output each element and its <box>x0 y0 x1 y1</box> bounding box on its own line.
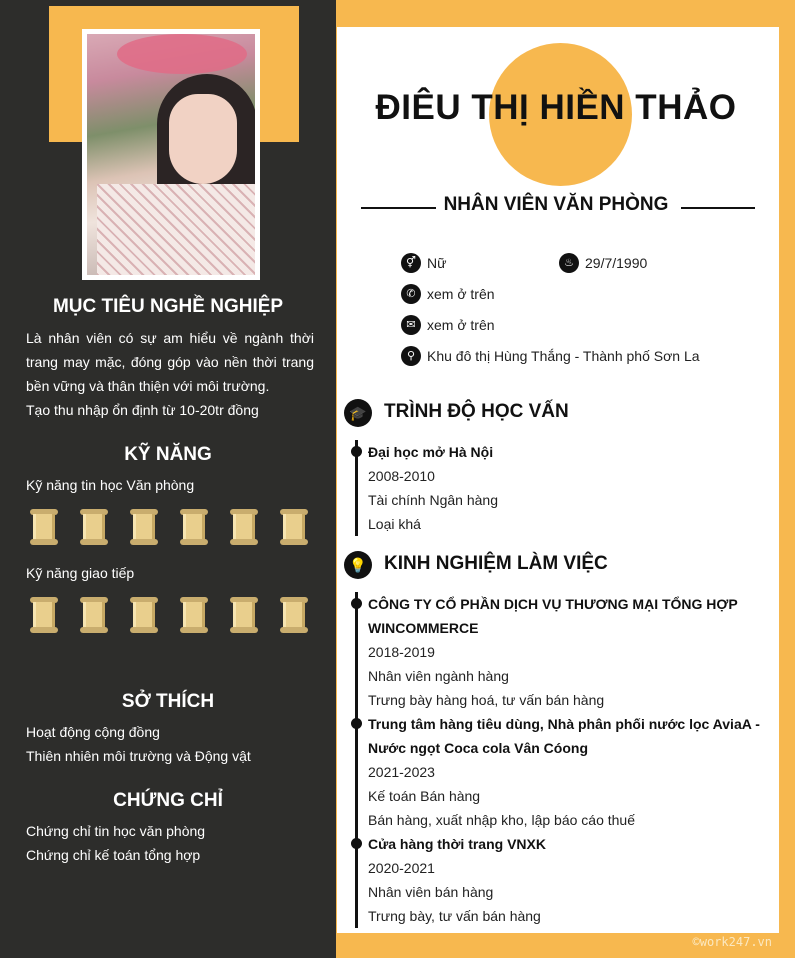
skill-name-1: Kỹ năng tin học Văn phòng <box>26 477 195 493</box>
education-title: TRÌNH ĐỘ HỌC VẤN <box>384 401 569 422</box>
photo-shirt <box>97 184 255 275</box>
education-major: Tài chính Ngân hàng <box>368 492 498 508</box>
objective-text-2: Tạo thu nhập ổn định từ 10-20tr đồng <box>26 402 259 418</box>
job-period: 2021-2023 <box>368 764 435 780</box>
experience-timeline <box>355 592 358 928</box>
spool-icon <box>130 597 158 633</box>
education-school: Đại học mở Hà Nội <box>368 444 494 460</box>
spool-icon <box>180 509 208 545</box>
education-period: 2008-2010 <box>368 468 435 484</box>
objective-text-1: Là nhân viên có sự am hiểu về ngành thời trang may mặc, đóng góp vào nền thời trang bền vững và thân thiện với môi trường. <box>26 330 314 394</box>
spool-icon <box>130 509 158 545</box>
job-company: Cửa hàng thời trang VNXK <box>368 836 546 852</box>
education-grade: Loại khá <box>368 516 421 532</box>
hobbies-title: SỞ THÍCH <box>121 691 215 712</box>
spool-icon <box>30 509 58 545</box>
certificate-item: Chứng chỉ kế toán tổng hợp <box>26 847 201 863</box>
photo-face <box>169 94 237 184</box>
location-icon: ⚲ <box>401 346 421 366</box>
job-company: CÔNG TY CỔ PHẦN DỊCH VỤ THƯƠNG MẠI TỔNG HỢP <box>368 596 738 612</box>
timeline-dot <box>351 838 362 849</box>
skills-title: KỸ NĂNG <box>124 444 212 465</box>
spool-icon <box>230 597 258 633</box>
phone-icon: ✆ <box>401 284 421 304</box>
spool-icon <box>280 597 308 633</box>
timeline-dot <box>351 718 362 729</box>
job-company: Nước ngọt Coca cola Vân Cóong <box>368 740 588 756</box>
job-description: Bán hàng, xuất nhập kho, lập báo cáo thuế <box>368 812 635 828</box>
cake-icon: ♨ <box>559 253 579 273</box>
hobby-item: Thiên nhiên môi trường và Động vật <box>26 748 251 764</box>
gender-icon: ⚥ <box>401 253 421 273</box>
spool-icon <box>80 509 108 545</box>
job-company: WINCOMMERCE <box>368 620 479 636</box>
experience-title: KINH NGHIỆM LÀM VIỆC <box>384 553 608 574</box>
photo-flower <box>117 34 247 74</box>
spool-icon <box>80 597 108 633</box>
job-period: 2020-2021 <box>368 860 435 876</box>
job-position: Kế toán Bán hàng <box>368 788 481 804</box>
skill-name-2: Kỹ năng giao tiếp <box>26 565 135 581</box>
certificates-title: CHỨNG CHỈ <box>113 790 223 811</box>
gender-value: Nữ <box>427 255 447 271</box>
spool-icon <box>230 509 258 545</box>
timeline-dot <box>351 598 362 609</box>
spool-icon <box>280 509 308 545</box>
birthday-value: 29/7/1990 <box>585 255 648 271</box>
job-position: Nhân viên bán hàng <box>368 884 494 900</box>
hobby-item: Hoạt động cộng đồng <box>26 724 160 740</box>
email-value: xem ở trên <box>427 317 495 333</box>
skill-level-1 <box>30 509 308 545</box>
spool-icon <box>180 597 208 633</box>
timeline-dot <box>351 446 362 457</box>
phone-value: xem ở trên <box>427 286 495 302</box>
job-company: Trung tâm hàng tiêu dùng, Nhà phân phối nước lọc AviaA - <box>368 716 760 732</box>
skill-level-2 <box>30 597 308 633</box>
job-title <box>336 194 776 216</box>
spool-icon <box>30 597 58 633</box>
watermark: ©work247.vn <box>692 935 772 949</box>
profile-photo <box>82 29 260 280</box>
certificate-item: Chứng chỉ tin học văn phòng <box>26 823 206 839</box>
job-title-text: NHÂN VIÊN VĂN PHÒNG <box>436 194 677 215</box>
address-value: Khu đô thị Hùng Thắng - Thành phố Sơn La <box>427 348 700 364</box>
job-description: Trưng bày hàng hoá, tư vấn bán hàng <box>368 692 605 708</box>
job-description: Trưng bày, tư vấn bán hàng <box>368 908 541 924</box>
job-position: Nhân viên ngành hàng <box>368 668 509 684</box>
profile-photo-image <box>87 34 255 275</box>
email-icon: ✉ <box>401 315 421 335</box>
objective-text <box>26 326 314 422</box>
full-name: ĐIÊU THỊ HIỀN THẢO <box>375 88 737 127</box>
graduation-cap-icon: 🎓 <box>344 399 372 427</box>
lightbulb-icon: 💡 <box>344 551 372 579</box>
objective-title: MỤC TIÊU NGHỀ NGHIỆP <box>52 296 284 317</box>
job-period: 2018-2019 <box>368 644 435 660</box>
